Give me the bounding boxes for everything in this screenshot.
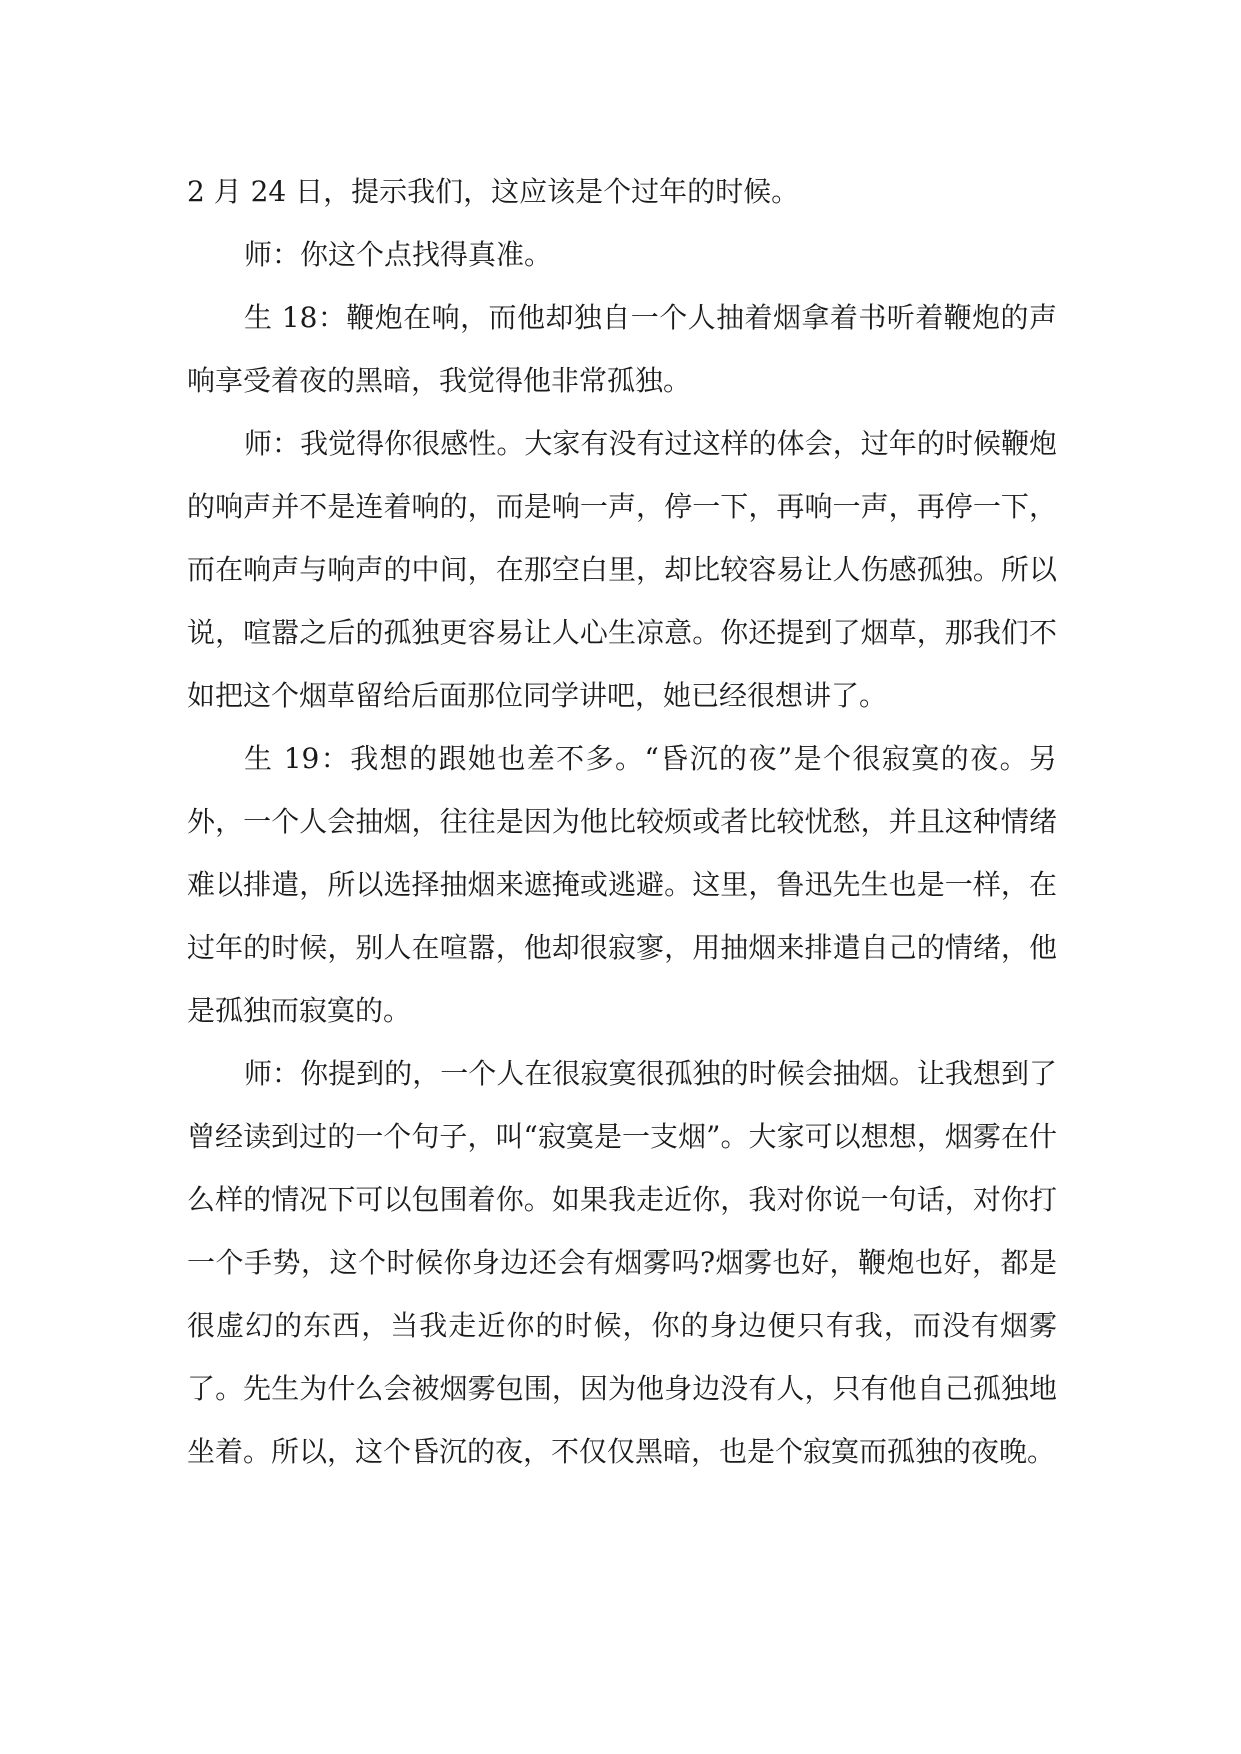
paragraph-student-18: 生 18：鞭炮在响，而他却独自一个人抽着烟拿着书听着鞭炮的声响享受着夜的黑暗，我觉得他非常孤独。	[187, 301, 1057, 397]
body-text	[187, 160, 1057, 1483]
paragraph-date-hint: 2 月 24 日，提示我们，这应该是个过年的时候。	[187, 175, 800, 208]
paragraph-teacher-2: 师：我觉得你很感性。大家有没有过这样的体会，过年的时候鞭炮的响声并不是连着响的，而是响一声，停一下，再响一声，再停一下，而在响声与响声的中间，在那空白里，却比较容易让人伤感孤独。所以说，喧嚣之后的孤独更容易让人心生凉意。你还提到了烟草，那我们不如把这个烟草留给后面那位同学讲吧，她已经很想讲了。	[187, 427, 1057, 712]
paragraph-teacher-3: 师：你提到的，一个人在很寂寞很孤独的时候会抽烟。让我想到了曾经读到过的一个句子，叫“寂寞是一支烟”。大家可以想想，烟雾在什么样的情况下可以包围着你。如果我走近你，我对你说一句话，对你打一个手势，这个时候你身边还会有烟雾吗?烟雾也好，鞭炮也好，都是很虚幻的东西，当我走近你的时候，你的身边便只有我，而没有烟雾了。先生为什么会被烟雾包围，因为他身边没有人，只有他自己孤独地坐着。所以，这个昏沉的夜，不仅仅黑暗，也是个寂寞而孤独的夜晚。	[187, 1057, 1057, 1468]
paragraph-teacher-1: 师：你这个点找得真准。	[244, 238, 553, 271]
paragraph-student-19: 生 19：我想的跟她也差不多。“昏沉的夜”是个很寂寞的夜。另外，一个人会抽烟，往往是因为他比较烦或者比较忧愁，并且这种情绪难以排遣，所以选择抽烟来遮掩或逃避。这里，鲁迅先生也是一样，在过年的时候，别人在喧嚣，他却很寂寥，用抽烟来排遣自己的情绪，他是孤独而寂寞的。	[187, 742, 1057, 1027]
